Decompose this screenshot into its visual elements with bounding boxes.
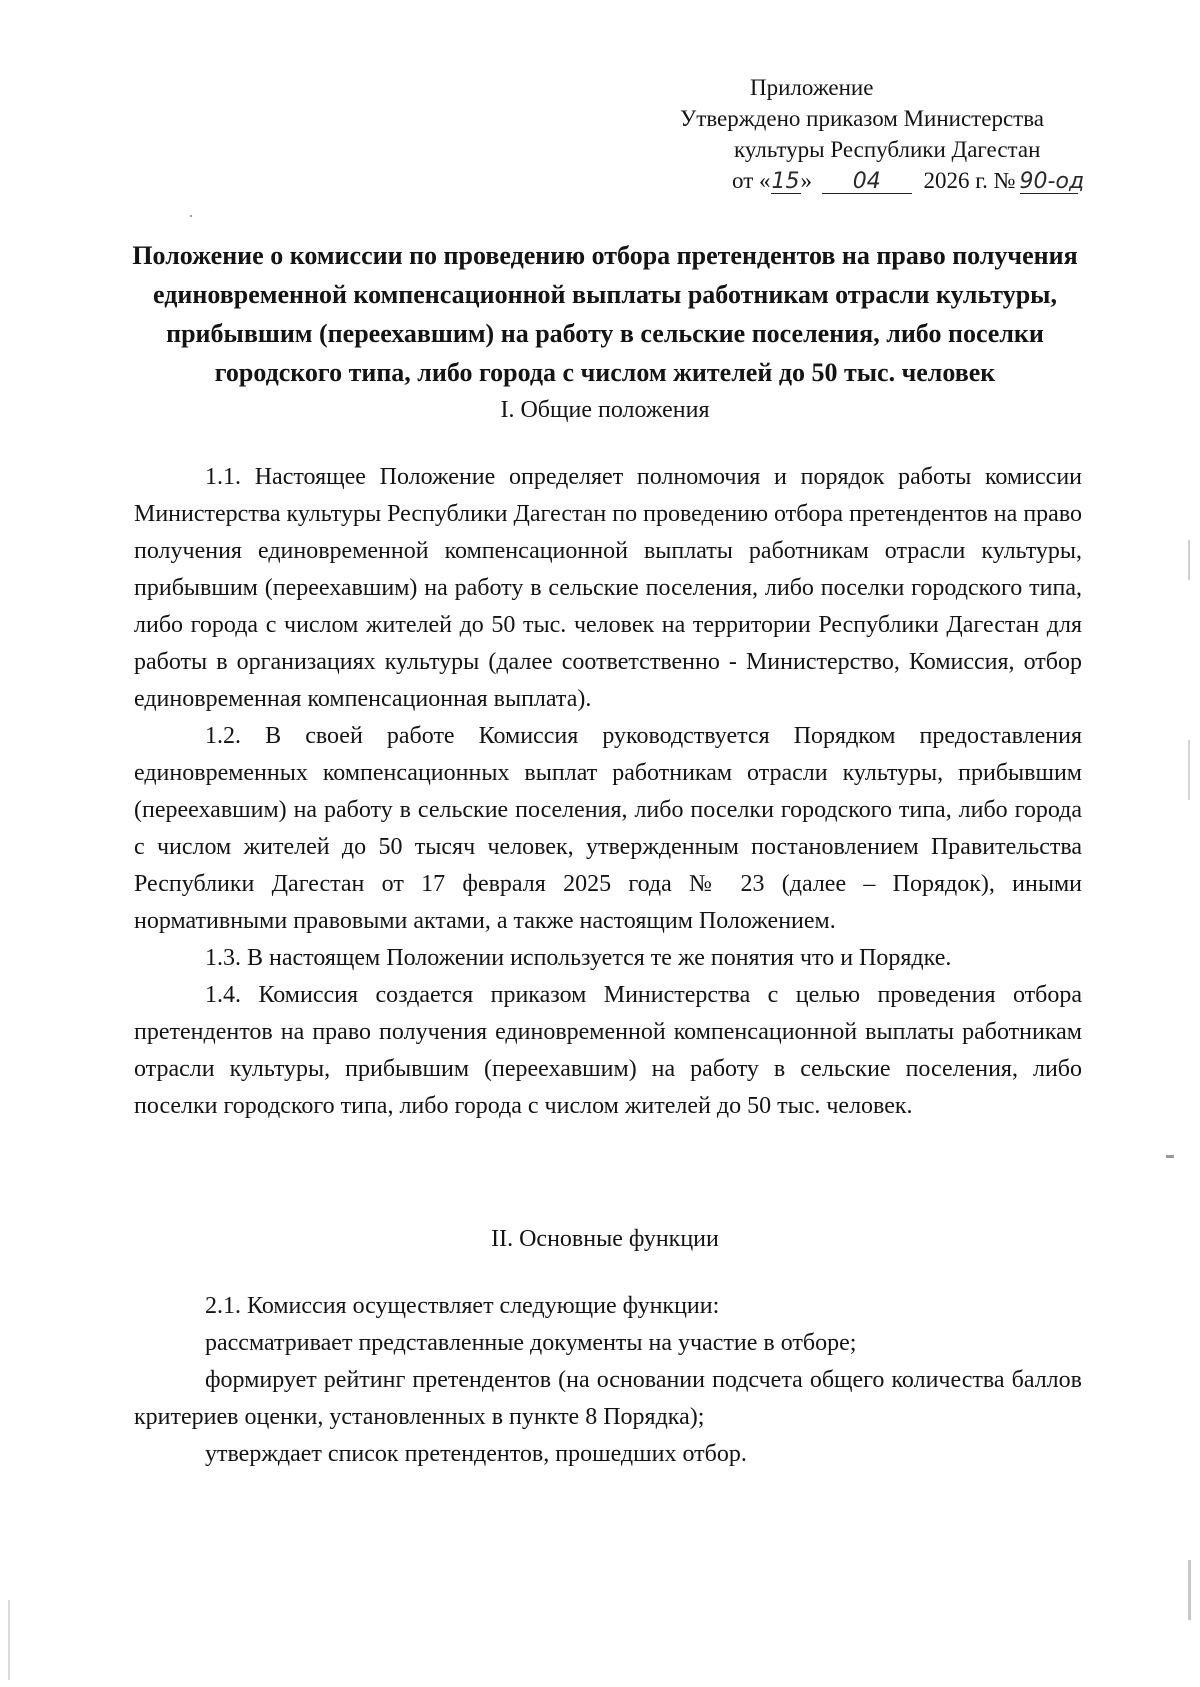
date-mid: » (800, 168, 812, 193)
scan-artifact (190, 215, 192, 217)
section-1-heading: I. Общие положения (500, 397, 710, 423)
paragraph-1-1: 1.1. Настоящее Положение определяет полномочия и порядок работы комиссии Министерства культуры Республики Дагестан по проведению отбора претендентов на право получения единовременной компенсационной выплаты работникам отрасли культуры, прибывшим (переехавшим) на работу в сельские поселения, либо поселки городского типа, либо города с числом жителей до 50 тыс. человек на территории Республики Дагестан для работы в организациях культуры (далее соответственно - Министерство, Комиссия, отбор единовременная компенсационная выплата). (134, 464, 1082, 712)
function-item-3: утверждает список претендентов, прошедших отбор. (205, 1441, 747, 1467)
date-year: 2026 г. № (923, 168, 1016, 193)
section-2-body (134, 1288, 1082, 1473)
scan-artifact (1188, 1560, 1191, 1620)
date-day-handwritten: 15 (771, 169, 800, 194)
appendix-block (680, 72, 1100, 196)
function-item-1: рассматривает представленные документы на участие в отборе; (205, 1330, 857, 1356)
document-title: Положение о комиссии по проведению отбора претендентов на право получения единовременной компенсационной выплаты работникам отрасли культуры, прибывшим (переехавшим) на работу в сельские поселения, либо поселки городского типа, либо города с числом жителей до 50 тыс. человек (132, 241, 1078, 387)
function-item-2: формирует рейтинг претендентов (на основании подсчета общего количества баллов критериев оценки, установленных в пункте 8 Порядка); (134, 1367, 1082, 1430)
section-2-heading: II. Основные функции (491, 1226, 719, 1252)
scan-artifact (1166, 1155, 1174, 1158)
order-date-line (680, 165, 1100, 196)
scan-artifact (8, 1600, 10, 1680)
appendix-label: Приложение (750, 75, 874, 100)
ministry-line: культуры Республики Дагестан (734, 137, 1041, 162)
order-number-handwritten: 90-од (1019, 169, 1085, 194)
paragraph-1-4: 1.4. Комиссия создается приказом Министерства с целью проведения отбора претендентов на право получения единовременной компенсационной выплаты работникам отрасли культуры, прибывшим (переехавшим) на работу в сельские поселения, либо поселки городского типа, либо города с числом жителей до 50 тыс. человек. (134, 982, 1082, 1119)
scan-artifact (1188, 540, 1190, 580)
date-prefix: от « (732, 168, 771, 193)
scan-artifact (1188, 740, 1190, 800)
date-month-handwritten: 04 (822, 171, 912, 194)
paragraph-2-1: 2.1. Комиссия осуществляет следующие функции: (205, 1293, 720, 1319)
paragraph-1-2: 1.2. В своей работе Комиссия руководствуется Порядком предоставления единовременных компенсационных выплат работникам отрасли культуры, прибывшим (переехавшим) на работу в сельские поселения, либо поселки городского типа, либо города с числом жителей до 50 тысяч человек, утвержденным постановлением Правительства Республики Дагестан от 17 февраля 2025 года № 23 (далее – Порядок), иными нормативными правовыми актами, а также настоящим Положением. (134, 723, 1082, 934)
approval-line: Утверждено приказом Министерства (680, 106, 1044, 131)
paragraph-1-3: 1.3. В настоящем Положении используется те же понятия что и Порядке. (205, 945, 952, 971)
section-1-body (134, 459, 1082, 1125)
